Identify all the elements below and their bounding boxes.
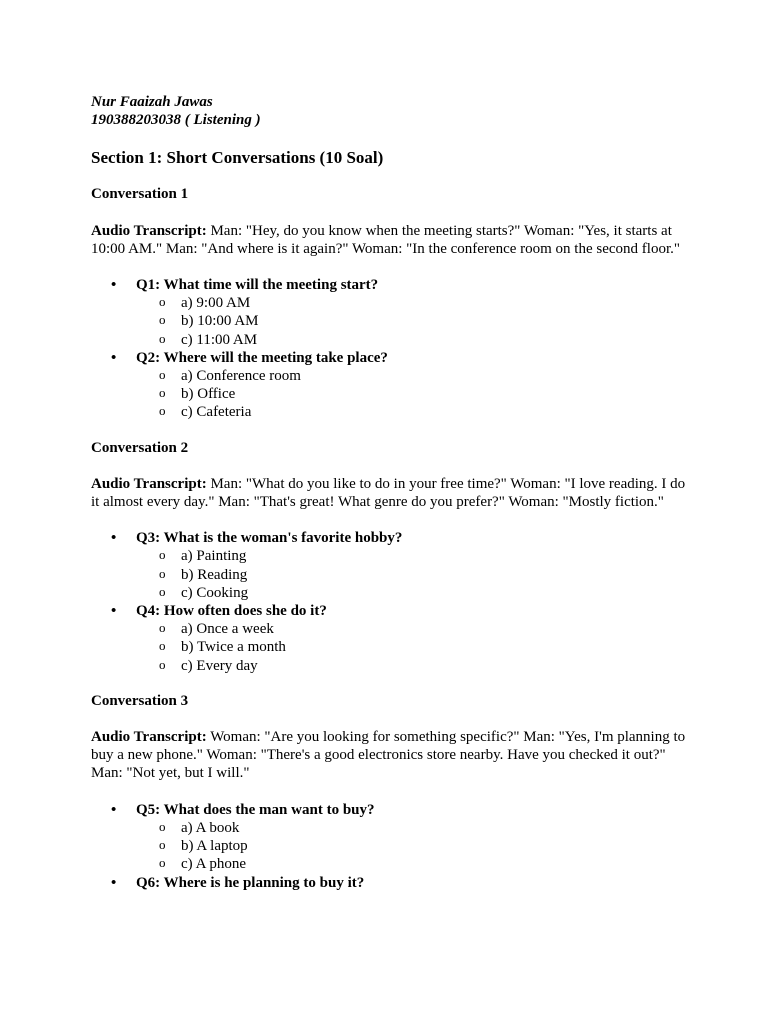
circle-bullet-icon: o (159, 855, 166, 871)
answer-option-text: a) Painting (181, 548, 247, 565)
conversation-title: Conversation 3 (91, 692, 189, 709)
answer-option-text: c) 11:00 AM (181, 331, 258, 348)
conversation-title: Conversation 1 (91, 186, 189, 203)
question-text: Q3: What is the woman's favorite hobby? (136, 530, 403, 547)
circle-bullet-icon: o (159, 330, 166, 346)
circle-bullet-icon: o (159, 294, 166, 310)
answer-options (136, 547, 691, 602)
answer-option-text: b) Office (181, 386, 236, 403)
answer-option-text: b) Twice a month (181, 639, 286, 656)
answer-option-text: c) Every day (181, 657, 258, 674)
answer-option (136, 584, 691, 602)
question-list (91, 801, 691, 892)
question-text: Q4: How often does she do it? (136, 603, 327, 620)
circle-bullet-icon: o (159, 837, 166, 853)
answer-option (136, 312, 691, 330)
answer-option (136, 331, 691, 349)
answer-option (136, 620, 691, 638)
author-name: Nur Faaizah Jawas (91, 94, 213, 110)
circle-bullet-icon: o (159, 620, 166, 636)
answer-option (136, 657, 691, 675)
circle-bullet-icon: o (159, 312, 166, 328)
bullet-icon: • (111, 874, 117, 891)
question-list (91, 276, 691, 422)
answer-option (136, 547, 691, 565)
transcript-label: Audio Transcript: (91, 222, 207, 239)
answer-option (136, 385, 691, 403)
question-text: Q5: What does the man want to buy? (136, 801, 375, 818)
circle-bullet-icon: o (159, 565, 166, 581)
circle-bullet-icon: o (159, 547, 166, 563)
circle-bullet-icon: o (159, 403, 166, 419)
answer-option-text: c) A phone (181, 856, 246, 873)
circle-bullet-icon: o (159, 656, 166, 672)
transcript-text: Woman: "Are you looking for something specific?" Man: "Yes, I'm planning to buy a new phone." Woman: "There's a good electronics store nearby. Have you checked it out?" Man: "Not yet, but I will." (91, 729, 686, 782)
bullet-icon: • (111, 603, 117, 620)
circle-bullet-icon: o (159, 367, 166, 383)
transcript-label: Audio Transcript: (91, 475, 207, 492)
bullet-icon: • (111, 349, 117, 366)
answer-option (136, 566, 691, 584)
question-item (91, 602, 691, 675)
transcript-text: Man: "Hey, do you know when the meeting starts?" Woman: "Yes, it starts at 10:00 AM." Man: "And where is it again?" Woman: "In the conference room on the second floor." (91, 222, 680, 257)
answer-option-text: c) Cafeteria (181, 404, 252, 421)
bullet-icon: • (111, 801, 117, 818)
answer-options (136, 294, 691, 349)
conversation-list (91, 185, 691, 891)
question-item (91, 801, 691, 874)
transcript-label: Audio Transcript: (91, 729, 207, 746)
question-item (91, 276, 691, 349)
circle-bullet-icon: o (159, 818, 166, 834)
circle-bullet-icon: o (159, 385, 166, 401)
answer-options (136, 819, 691, 874)
answer-options (136, 367, 691, 422)
answer-option-text: a) 9:00 AM (181, 295, 251, 312)
answer-option-text: c) Cooking (181, 584, 249, 601)
answer-option (136, 855, 691, 873)
question-text: Q1: What time will the meeting start? (136, 277, 379, 294)
audio-transcript (91, 475, 691, 511)
answer-option (136, 403, 691, 421)
circle-bullet-icon: o (159, 638, 166, 654)
section-title: Section 1: Short Conversations (10 Soal) (91, 148, 384, 168)
conversation-title: Conversation 2 (91, 439, 189, 456)
answer-option-text: b) 10:00 AM (181, 313, 259, 330)
question-list (91, 529, 691, 675)
student-id-line: 190388203038 ( Listening ) (91, 112, 261, 129)
transcript-text: Man: "What do you like to do in your free time?" Woman: "I love reading. I do it almost every day." Man: "That's great! What genre do you prefer?" Woman: "Mostly fiction." (91, 475, 686, 511)
audio-transcript (91, 728, 691, 783)
question-text: Q2: Where will the meeting take place? (136, 349, 388, 366)
bullet-icon: • (111, 277, 117, 294)
document-body (91, 93, 691, 892)
question-text: Q6: Where is he planning to buy it? (136, 874, 365, 891)
answer-option-text: b) A laptop (181, 838, 248, 855)
answer-option (136, 638, 691, 656)
answer-option-text: a) Conference room (181, 368, 301, 385)
answer-option (136, 367, 691, 385)
circle-bullet-icon: o (159, 583, 166, 599)
question-item (91, 529, 691, 602)
answer-option-text: a) Once a week (181, 621, 274, 638)
answer-option-text: a) A book (181, 819, 240, 836)
question-item (91, 349, 691, 422)
answer-option (136, 837, 691, 855)
audio-transcript (91, 222, 691, 258)
question-item (91, 874, 691, 892)
bullet-icon: • (111, 530, 117, 547)
answer-options (136, 620, 691, 675)
answer-option (136, 294, 691, 312)
answer-option-text: b) Reading (181, 566, 248, 583)
answer-option (136, 819, 691, 837)
